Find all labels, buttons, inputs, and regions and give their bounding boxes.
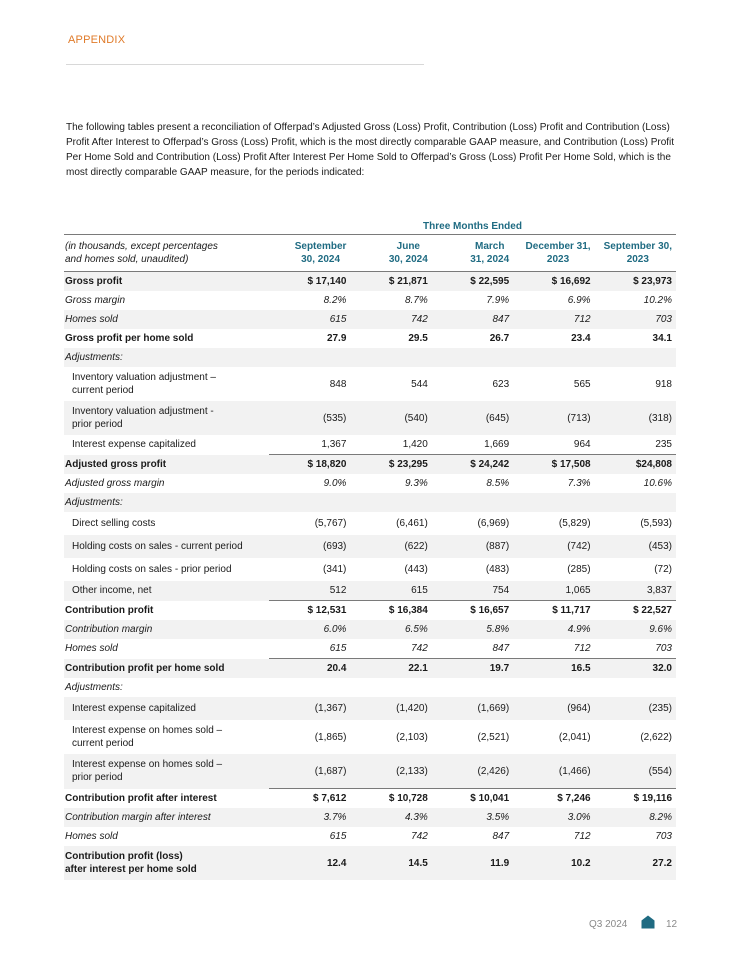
- row-value: [513, 493, 594, 512]
- row-value: 16.5: [513, 659, 594, 679]
- table-row: [64, 329, 676, 348]
- row-label: Direct selling costs: [72, 518, 156, 529]
- row-value: 623: [492, 378, 510, 390]
- row-value: $ 23,973: [595, 272, 676, 292]
- row-label: Gross profit: [64, 272, 269, 292]
- row-label: Other income, net: [64, 581, 269, 601]
- row-value: 8.2%: [595, 808, 676, 827]
- row-value: (72): [654, 564, 672, 575]
- column-header: June 30, 2024: [350, 235, 431, 272]
- row-value: 23.4: [571, 333, 591, 344]
- row-value: 8.2%: [323, 295, 347, 306]
- row-value: 615: [269, 310, 350, 329]
- home-icon-shape: [642, 916, 655, 929]
- table-row: [64, 620, 676, 639]
- row-value: 1,367: [321, 439, 347, 450]
- row-value: (5,767): [314, 518, 347, 529]
- table-row: [64, 435, 676, 455]
- row-value: (1,420): [350, 697, 431, 720]
- row-value: $ 7,246: [513, 789, 594, 809]
- row-value: 712: [573, 831, 591, 842]
- row-value: (1,466): [513, 754, 594, 789]
- row-value: (693): [269, 535, 350, 558]
- table-row: [64, 455, 676, 475]
- row-value: 14.5: [350, 846, 431, 880]
- row-value: [432, 348, 513, 367]
- period-header: Three Months Ended: [269, 219, 676, 235]
- row-value: 29.5: [408, 333, 428, 344]
- row-value: $ 16,657: [432, 601, 513, 621]
- row-value: (1,367): [269, 697, 350, 720]
- row-value: 7.3%: [567, 478, 591, 489]
- row-value: [269, 678, 350, 697]
- row-label: Inventory valuation adjustment - prior period: [64, 401, 269, 435]
- row-value: 742: [411, 831, 428, 842]
- row-value: (554): [595, 754, 676, 789]
- row-value: 703: [655, 643, 672, 654]
- row-label: Interest expense on homes sold – current period: [72, 725, 223, 749]
- row-value: 8.5%: [486, 478, 510, 489]
- row-label: Interest expense capitalized: [64, 697, 269, 720]
- row-value: 12.4: [269, 846, 350, 880]
- row-value: (443): [404, 564, 428, 575]
- row-label: Contribution profit per home sold: [64, 659, 269, 679]
- row-value: (2,103): [396, 731, 428, 743]
- table-row: [64, 720, 676, 754]
- row-value: 4.3%: [350, 808, 431, 827]
- row-value: (2,133): [350, 754, 431, 789]
- row-value: 742: [411, 643, 428, 654]
- row-value: (1,687): [269, 754, 350, 789]
- row-value: 512: [269, 581, 350, 601]
- row-value: 11.9: [432, 846, 513, 880]
- row-value: 1,065: [513, 581, 594, 601]
- row-value: [432, 678, 513, 697]
- row-value: 1,420: [402, 439, 428, 450]
- row-value: [269, 348, 350, 367]
- row-value: $24,808: [595, 455, 676, 475]
- row-value: $ 16,692: [513, 272, 594, 292]
- row-value: 9.3%: [405, 478, 428, 489]
- row-value: 9.6%: [595, 620, 676, 639]
- row-value: 742: [350, 310, 431, 329]
- table-row: [64, 310, 676, 329]
- row-value: (2,521): [477, 731, 510, 743]
- row-value: 703: [595, 310, 676, 329]
- table-row: [64, 348, 676, 367]
- section-label: APPENDIX: [68, 34, 126, 46]
- table-row: [64, 639, 676, 659]
- row-value: [432, 493, 513, 512]
- row-value: 847: [492, 831, 510, 842]
- row-value: $ 24,242: [432, 455, 513, 475]
- row-value: $ 22,527: [595, 601, 676, 621]
- row-value: (2,041): [558, 731, 591, 743]
- page-number: 12: [666, 919, 678, 930]
- home-icon: [641, 915, 655, 929]
- column-header: March 31, 2024: [432, 235, 513, 272]
- row-value: $ 7,612: [269, 789, 350, 809]
- table-row: [64, 601, 676, 621]
- row-value: 34.1: [652, 333, 672, 344]
- row-value: 848: [329, 378, 347, 390]
- row-label: Contribution profit (loss) after interest per home sold: [64, 846, 269, 880]
- row-label: Gross profit per home sold: [65, 333, 194, 344]
- row-value: 32.0: [595, 659, 676, 679]
- row-label: Holding costs on sales - current period: [64, 535, 269, 558]
- row-value: 27.9: [326, 333, 347, 344]
- row-value: (713): [513, 401, 594, 435]
- row-value: 565: [573, 378, 591, 390]
- row-value: $ 17,508: [513, 455, 594, 475]
- row-value: 3.5%: [432, 808, 513, 827]
- row-label: Adjustments:: [64, 348, 269, 367]
- row-label: Adjusted gross margin: [65, 478, 165, 489]
- row-value: (285): [567, 564, 591, 575]
- row-value: (235): [595, 697, 676, 720]
- row-value: 9.0%: [323, 478, 347, 489]
- row-value: (1,865): [314, 731, 347, 743]
- row-value: 20.4: [269, 659, 350, 679]
- table-row: [64, 272, 676, 292]
- row-value: (622): [350, 535, 431, 558]
- row-value: $ 10,041: [432, 789, 513, 809]
- row-value: $ 10,728: [350, 789, 431, 809]
- row-value: (318): [595, 401, 676, 435]
- column-header: September 30, 2023: [595, 235, 676, 272]
- row-value: $ 16,384: [350, 601, 431, 621]
- row-value: 19.7: [432, 659, 513, 679]
- row-value: 712: [573, 643, 591, 654]
- row-value: 26.7: [489, 333, 510, 344]
- row-value: 6.5%: [350, 620, 431, 639]
- table-row: [64, 659, 676, 679]
- table-row: [64, 581, 676, 601]
- row-value: $ 12,531: [269, 601, 350, 621]
- intro-paragraph: The following tables present a reconciliation of Offerpad’s Adjusted Gross (Loss) Profit, Contribution (Loss) Profit and Contribution (Loss) Profit After Interest to Offerpad’s Gross (Loss) Profit, which is the most directly comparable GAAP measure, and Contribution (Loss) Profit Per Home Sold and Contribution (Loss) Profit After Interest Per Home Sold to Offerpad’s Gross (Loss) Profit Per Home Sold, which is the most directly comparable GAAP measure, for the periods indicated:: [66, 122, 675, 178]
- row-value: $ 23,295: [350, 455, 431, 475]
- row-value: (2,622): [640, 731, 672, 743]
- row-value: (540): [350, 401, 431, 435]
- row-label: Homes sold: [64, 310, 269, 329]
- row-label: Adjusted gross profit: [64, 455, 269, 475]
- row-value: 964: [573, 439, 591, 450]
- row-value: (535): [269, 401, 350, 435]
- table-row: [64, 535, 676, 558]
- row-label: Adjustments:: [65, 682, 123, 693]
- table-row: [64, 474, 676, 493]
- row-value: 4.9%: [513, 620, 594, 639]
- row-value: 1,669: [484, 439, 510, 450]
- table-row: [64, 401, 676, 435]
- row-value: 27.2: [595, 846, 676, 880]
- row-label: Inventory valuation adjustment – current period: [72, 372, 216, 396]
- row-value: 10.2: [513, 846, 594, 880]
- row-value: (5,593): [640, 518, 672, 529]
- row-value: (483): [485, 564, 510, 575]
- row-value: 6.0%: [269, 620, 350, 639]
- row-label: Contribution profit after interest: [65, 793, 217, 804]
- row-value: 615: [329, 643, 347, 654]
- row-value: (6,461): [396, 518, 428, 529]
- row-label: Contribution margin after interest: [64, 808, 269, 827]
- row-value: $ 18,820: [269, 455, 350, 475]
- row-value: $ 19,116: [595, 789, 676, 809]
- table-row: [64, 678, 676, 697]
- row-value: 615: [350, 581, 431, 601]
- row-value: 3.7%: [269, 808, 350, 827]
- row-value: 754: [432, 581, 513, 601]
- table-row: [64, 512, 676, 535]
- row-value: 703: [655, 831, 672, 842]
- table-row: [64, 493, 676, 512]
- table-row: [64, 789, 676, 809]
- footer-period-label: Q3 2024: [589, 919, 628, 930]
- row-value: $ 22,595: [432, 272, 513, 292]
- row-value: 8.7%: [405, 295, 428, 306]
- row-value: (6,969): [477, 518, 510, 529]
- row-value: (645): [432, 401, 513, 435]
- table-row: [64, 697, 676, 720]
- row-value: [513, 348, 594, 367]
- row-value: 10.2%: [643, 295, 672, 306]
- row-value: (453): [595, 535, 676, 558]
- section-divider: [66, 64, 424, 65]
- table-row: [64, 846, 676, 880]
- row-value: (5,829): [558, 518, 591, 529]
- row-label: Contribution margin: [64, 620, 269, 639]
- table-row: [64, 827, 676, 846]
- row-label: Interest expense on homes sold – prior period: [64, 754, 269, 789]
- row-label: Contribution profit: [65, 605, 154, 616]
- row-value: (964): [513, 697, 594, 720]
- row-value: (742): [513, 535, 594, 558]
- row-label: Holding costs on sales - prior period: [72, 564, 232, 575]
- row-label: Homes sold: [65, 643, 118, 654]
- row-value: [269, 493, 350, 512]
- row-value: $ 17,140: [269, 272, 350, 292]
- row-value: [350, 678, 431, 697]
- row-value: 235: [655, 439, 672, 450]
- row-value: 3,837: [595, 581, 676, 601]
- row-value: 7.9%: [486, 295, 510, 306]
- row-value: (887): [432, 535, 513, 558]
- table-row: [64, 808, 676, 827]
- row-value: [350, 493, 431, 512]
- row-value: [595, 348, 676, 367]
- table-row: [64, 558, 676, 581]
- row-value: 10.6%: [643, 478, 672, 489]
- row-value: (341): [323, 564, 347, 575]
- row-value: $ 11,717: [513, 601, 594, 621]
- row-value: [350, 348, 431, 367]
- table-row: [64, 367, 676, 401]
- row-value: 847: [432, 310, 513, 329]
- table-row: [64, 754, 676, 789]
- row-value: (1,669): [432, 697, 513, 720]
- row-value: [595, 493, 676, 512]
- row-label: Adjustments:: [64, 493, 269, 512]
- column-header: September 30, 2024: [269, 235, 350, 272]
- row-value: 544: [411, 378, 428, 390]
- row-label: Gross margin: [65, 295, 126, 306]
- row-value: 712: [513, 310, 594, 329]
- row-label: Homes sold: [65, 831, 118, 842]
- row-value: (2,426): [432, 754, 513, 789]
- column-header: December 31, 2023: [513, 235, 594, 272]
- row-value: [513, 678, 594, 697]
- label-column-header: (in thousands, except percentages and homes sold, unaudited): [64, 235, 269, 272]
- row-value: $ 21,871: [350, 272, 431, 292]
- row-value: [595, 678, 676, 697]
- row-label: Interest expense capitalized: [72, 439, 196, 450]
- row-value: 615: [329, 831, 347, 842]
- row-value: 847: [492, 643, 510, 654]
- row-value: 3.0%: [513, 808, 594, 827]
- row-value: 918: [655, 378, 672, 390]
- row-value: 6.9%: [567, 295, 591, 306]
- reconciliation-table: [64, 219, 676, 880]
- row-value: 5.8%: [432, 620, 513, 639]
- table-row: [64, 291, 676, 310]
- row-value: 22.1: [350, 659, 431, 679]
